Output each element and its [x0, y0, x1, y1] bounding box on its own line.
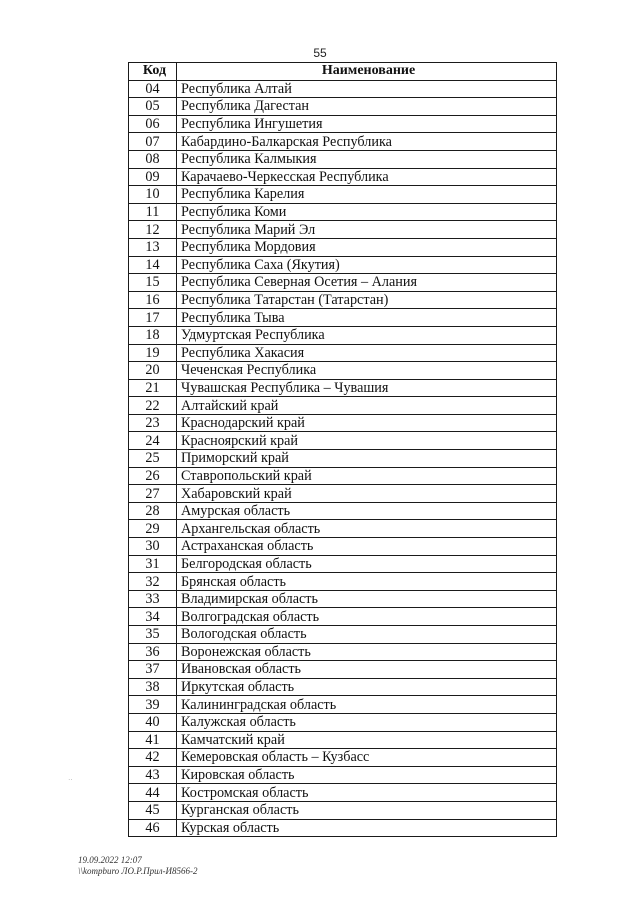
region-code-cell: 41	[129, 731, 177, 749]
table-row	[129, 467, 557, 485]
region-name-cell: Республика Саха (Якутия)	[177, 256, 557, 274]
table-row	[129, 397, 557, 415]
table-row	[129, 801, 557, 819]
region-name-cell: Чеченская Республика	[177, 362, 557, 380]
region-code-cell: 43	[129, 766, 177, 784]
table-header-row	[129, 63, 557, 81]
region-name-cell: Архангельская область	[177, 520, 557, 538]
table-row	[129, 291, 557, 309]
region-name-cell: Вологодская область	[177, 626, 557, 644]
region-name-cell: Хабаровский край	[177, 485, 557, 503]
table-row	[129, 414, 557, 432]
table-row	[129, 766, 557, 784]
region-name-cell: Брянская область	[177, 573, 557, 591]
region-code-cell: 24	[129, 432, 177, 450]
table-row	[129, 221, 557, 239]
footer-file-path: \\kompburo ЛО.Р.Прил-И8566-2	[78, 866, 198, 876]
table-row	[129, 309, 557, 327]
table-row	[129, 555, 557, 573]
region-code-cell: 30	[129, 538, 177, 556]
region-name-cell: Республика Хакасия	[177, 344, 557, 362]
table-row	[129, 256, 557, 274]
table-row	[129, 150, 557, 168]
table-row	[129, 326, 557, 344]
table-row	[129, 502, 557, 520]
table-row	[129, 590, 557, 608]
footer-timestamp: 19.09.2022 12:07	[78, 855, 142, 865]
region-code-cell: 10	[129, 186, 177, 204]
region-code-cell: 21	[129, 379, 177, 397]
table-row	[129, 344, 557, 362]
region-code-cell: 42	[129, 749, 177, 767]
region-name-cell: Республика Алтай	[177, 80, 557, 98]
table-row	[129, 485, 557, 503]
header-code: Код	[129, 63, 177, 81]
table-row	[129, 168, 557, 186]
region-name-cell: Краснодарский край	[177, 414, 557, 432]
region-code-cell: 32	[129, 573, 177, 591]
table-row	[129, 362, 557, 380]
table-body	[129, 80, 557, 837]
table-row	[129, 450, 557, 468]
region-name-cell: Республика Марий Эл	[177, 221, 557, 239]
region-code-cell: 04	[129, 80, 177, 98]
table-row	[129, 819, 557, 837]
table-row	[129, 731, 557, 749]
region-code-cell: 13	[129, 238, 177, 256]
table-row	[129, 379, 557, 397]
region-name-cell: Удмуртская Республика	[177, 326, 557, 344]
region-code-cell: 29	[129, 520, 177, 538]
region-name-cell: Калужская область	[177, 713, 557, 731]
region-name-cell: Иркутская область	[177, 678, 557, 696]
table-row	[129, 608, 557, 626]
region-code-cell: 37	[129, 661, 177, 679]
table-row	[129, 98, 557, 116]
region-name-cell: Республика Ингушетия	[177, 115, 557, 133]
region-code-cell: 38	[129, 678, 177, 696]
region-code-cell: 34	[129, 608, 177, 626]
region-code-cell: 07	[129, 133, 177, 151]
region-code-cell: 11	[129, 203, 177, 221]
region-code-cell: 14	[129, 256, 177, 274]
region-name-cell: Волгоградская область	[177, 608, 557, 626]
region-name-cell: Чувашская Республика – Чувашия	[177, 379, 557, 397]
region-code-cell: 05	[129, 98, 177, 116]
table-row	[129, 784, 557, 802]
header-name: Наименование	[177, 63, 557, 81]
region-code-cell: 09	[129, 168, 177, 186]
region-name-cell: Кировская область	[177, 766, 557, 784]
region-code-cell: 19	[129, 344, 177, 362]
region-name-cell: Ставропольский край	[177, 467, 557, 485]
region-name-cell: Костромская область	[177, 784, 557, 802]
region-name-cell: Республика Тыва	[177, 309, 557, 327]
table-row	[129, 749, 557, 767]
table-row	[129, 80, 557, 98]
page-number: 55	[313, 46, 327, 60]
region-code-cell: 35	[129, 626, 177, 644]
table-row	[129, 432, 557, 450]
region-code-cell: 06	[129, 115, 177, 133]
table-row	[129, 538, 557, 556]
region-code-cell: 31	[129, 555, 177, 573]
region-name-cell: Приморский край	[177, 450, 557, 468]
region-code-cell: 46	[129, 819, 177, 837]
table-row	[129, 626, 557, 644]
region-name-cell: Курская область	[177, 819, 557, 837]
region-code-cell: 12	[129, 221, 177, 239]
region-code-cell: 44	[129, 784, 177, 802]
region-name-cell: Калининградская область	[177, 696, 557, 714]
region-name-cell: Республика Карелия	[177, 186, 557, 204]
region-name-cell: Республика Калмыкия	[177, 150, 557, 168]
table-row	[129, 115, 557, 133]
region-code-cell: 20	[129, 362, 177, 380]
region-name-cell: Красноярский край	[177, 432, 557, 450]
region-code-cell: 25	[129, 450, 177, 468]
region-name-cell: Республика Мордовия	[177, 238, 557, 256]
region-code-cell: 23	[129, 414, 177, 432]
region-code-cell: 26	[129, 467, 177, 485]
region-code-cell: 18	[129, 326, 177, 344]
region-name-cell: Камчатский край	[177, 731, 557, 749]
region-name-cell: Кабардино-Балкарская Республика	[177, 133, 557, 151]
table-row	[129, 573, 557, 591]
table-row	[129, 238, 557, 256]
margin-mark: ˙˙	[68, 778, 73, 786]
region-name-cell: Республика Коми	[177, 203, 557, 221]
table-row	[129, 678, 557, 696]
table-row	[129, 203, 557, 221]
table-row	[129, 696, 557, 714]
region-name-cell: Белгородская область	[177, 555, 557, 573]
region-name-cell: Республика Северная Осетия – Алания	[177, 274, 557, 292]
table-row	[129, 643, 557, 661]
table-row	[129, 133, 557, 151]
region-name-cell: Алтайский край	[177, 397, 557, 415]
region-code-cell: 16	[129, 291, 177, 309]
region-name-cell: Ивановская область	[177, 661, 557, 679]
region-name-cell: Амурская область	[177, 502, 557, 520]
region-name-cell: Воронежская область	[177, 643, 557, 661]
table-row	[129, 274, 557, 292]
region-code-cell: 15	[129, 274, 177, 292]
region-name-cell: Республика Дагестан	[177, 98, 557, 116]
region-code-cell: 28	[129, 502, 177, 520]
region-codes-table	[128, 62, 557, 837]
region-code-cell: 22	[129, 397, 177, 415]
region-code-cell: 39	[129, 696, 177, 714]
region-name-cell: Кемеровская область – Кузбасс	[177, 749, 557, 767]
table-row	[129, 713, 557, 731]
region-code-cell: 33	[129, 590, 177, 608]
region-name-cell: Астраханская область	[177, 538, 557, 556]
table-row	[129, 186, 557, 204]
document-footer	[78, 855, 198, 877]
region-name-cell: Курганская область	[177, 801, 557, 819]
region-code-cell: 40	[129, 713, 177, 731]
region-name-cell: Владимирская область	[177, 590, 557, 608]
table-row	[129, 520, 557, 538]
region-name-cell: Карачаево-Черкесская Республика	[177, 168, 557, 186]
region-code-cell: 36	[129, 643, 177, 661]
region-code-cell: 17	[129, 309, 177, 327]
table-row	[129, 661, 557, 679]
region-code-cell: 08	[129, 150, 177, 168]
region-code-cell: 45	[129, 801, 177, 819]
region-name-cell: Республика Татарстан (Татарстан)	[177, 291, 557, 309]
region-code-cell: 27	[129, 485, 177, 503]
